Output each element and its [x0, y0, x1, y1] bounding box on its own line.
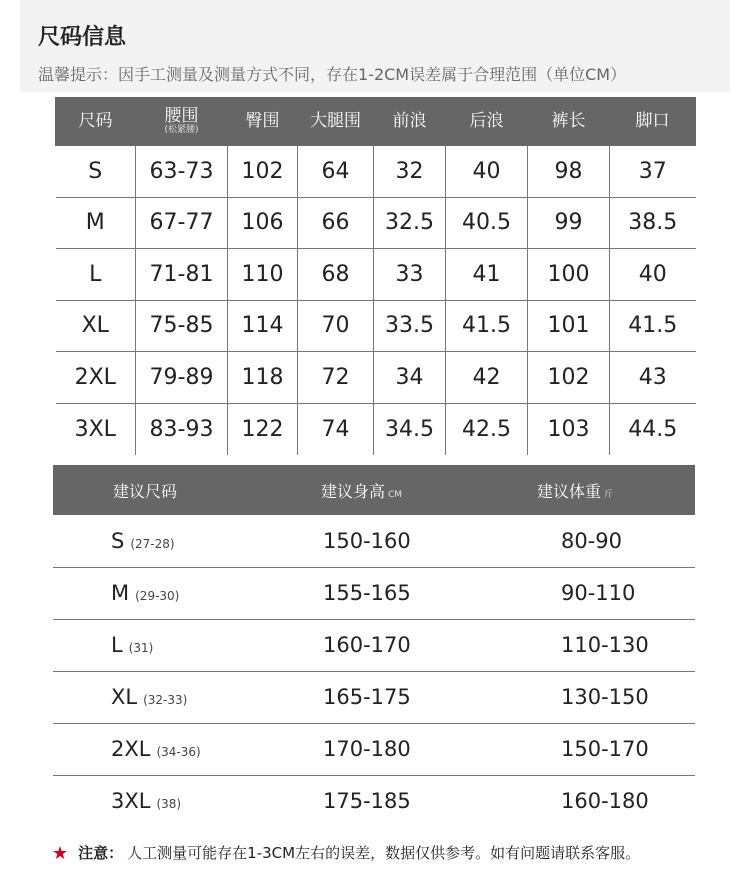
- size-table-cell: 42.5: [446, 403, 528, 455]
- size-chart-table: [55, 97, 696, 455]
- rec-col-header-label: 建议尺码: [113, 481, 178, 501]
- rec-height-cell: 150-160: [253, 515, 475, 567]
- rec-size-label: 3XL: [111, 789, 151, 814]
- size-table-cell: 70: [298, 300, 374, 352]
- rec-size-label: XL: [111, 685, 138, 709]
- size-table-row: [56, 403, 696, 455]
- rec-size-cell: [53, 515, 253, 567]
- rec-table-row: [53, 619, 695, 671]
- size-col-header: [56, 98, 136, 146]
- rec-size-range: (27-28): [130, 536, 175, 551]
- size-table-cell: 67-77: [136, 197, 228, 249]
- size-col-header-label: 脚口: [635, 111, 670, 132]
- rec-size-cell: [53, 723, 253, 775]
- rec-size-cell: [53, 567, 253, 619]
- size-table-cell: 66: [298, 197, 374, 249]
- size-table-row: [56, 197, 696, 249]
- size-table-cell: 102: [228, 146, 298, 198]
- rec-size-label: L: [111, 633, 123, 657]
- size-table-cell: 40.5: [446, 197, 528, 249]
- size-table-cell: 68: [298, 249, 374, 301]
- rec-weight-cell: 110-130: [475, 619, 695, 671]
- size-table-cell: L: [56, 249, 136, 301]
- size-table-cell: 114: [228, 300, 298, 352]
- size-table-cell: 122: [228, 403, 298, 455]
- size-table-cell: 64: [298, 146, 374, 198]
- footer-note: [52, 842, 640, 864]
- rec-height-cell: 175-185: [323, 789, 411, 814]
- size-col-header-label: 后浪: [469, 111, 504, 132]
- rec-height-cell: 160-170: [253, 619, 475, 671]
- rec-size-range: (32-33): [143, 693, 188, 707]
- size-table-cell: 79-89: [136, 352, 228, 404]
- rec-col-header: [475, 465, 695, 515]
- star-icon: ★: [52, 843, 69, 864]
- rec-weight-cell: 150-170: [475, 723, 695, 775]
- size-table-cell: 44.5: [628, 416, 678, 442]
- size-table-cell: 71-81: [136, 249, 228, 301]
- size-table-cell: M: [56, 197, 136, 249]
- rec-size-range: (29-30): [135, 589, 180, 603]
- rec-col-header: [253, 465, 475, 515]
- size-table-cell: 34: [374, 352, 446, 404]
- page-subtitle: 温馨提示：因手工测量及测量方式不同，存在1-2CM误差属于合理范围（单位CM）: [38, 65, 627, 84]
- rec-weight-cell: 90-110: [475, 567, 695, 619]
- size-table-row: [56, 352, 696, 404]
- rec-col-header: [53, 465, 253, 515]
- rec-table-row: [53, 775, 695, 827]
- size-col-header-label: 大腿围: [310, 111, 361, 132]
- size-col-header-label: 腰围: [164, 105, 199, 126]
- rec-table-header-row: [53, 465, 695, 515]
- size-col-header-label: 尺码: [78, 111, 113, 132]
- size-col-header-note: (松紧腰): [164, 125, 199, 136]
- size-table-cell: 100: [528, 249, 610, 301]
- size-col-header: [528, 98, 610, 146]
- rec-height-cell: 170-180: [253, 723, 475, 775]
- rec-size-label: M: [111, 581, 130, 605]
- rec-size-label: S: [111, 528, 125, 553]
- rec-weight-cell: 130-150: [475, 671, 695, 723]
- size-col-header: [298, 98, 374, 146]
- size-table-cell: 103: [528, 403, 610, 455]
- size-table-cell: 32: [374, 146, 446, 198]
- rec-size-range: (38): [156, 797, 182, 812]
- size-table-cell: 33.5: [374, 300, 446, 352]
- size-table-cell: 33: [374, 249, 446, 301]
- rec-table-row: [53, 723, 695, 775]
- size-table-cell: 42: [446, 352, 528, 404]
- size-table-cell: 43: [610, 352, 696, 404]
- size-table-cell: 37: [610, 146, 696, 198]
- size-table-cell: 34.5: [374, 403, 446, 455]
- note-text: 人工测量可能存在1-3CM左右的误差，数据仅供参考。如有问题请联系客服。: [127, 844, 641, 862]
- rec-size-cell: [53, 671, 253, 723]
- size-table-cell: 41: [446, 249, 528, 301]
- rec-col-header-label: 建议身高: [321, 481, 386, 501]
- rec-table-row: [53, 515, 695, 567]
- size-table-cell: 102: [528, 352, 610, 404]
- size-col-header-label: 裤长: [551, 111, 586, 132]
- rec-size-cell: [53, 619, 253, 671]
- size-table-cell: 106: [228, 197, 298, 249]
- size-table-cell: 72: [298, 352, 374, 404]
- size-table-cell: 98: [528, 146, 610, 198]
- size-table-cell: 83-93: [136, 403, 228, 455]
- size-table-header-row: [56, 98, 696, 146]
- size-col-header: [136, 98, 228, 146]
- rec-table-row: [53, 567, 695, 619]
- size-col-header: [446, 98, 528, 146]
- size-table-cell: 99: [528, 197, 610, 249]
- rec-height-cell: 165-175: [253, 671, 475, 723]
- size-table-cell: XL: [56, 300, 136, 352]
- rec-col-header-unit: CM: [388, 489, 403, 500]
- size-table-cell: S: [56, 146, 136, 198]
- recommend-size-table: [53, 465, 695, 827]
- rec-height-cell: 155-165: [253, 567, 475, 619]
- size-table-cell: 2XL: [56, 352, 136, 404]
- rec-col-header-label: 建议体重: [537, 481, 602, 501]
- page-title: 尺码信息: [38, 25, 127, 50]
- size-table-cell: 32.5: [374, 197, 446, 249]
- rec-size-cell: [53, 775, 253, 827]
- size-table-cell: 41.5: [610, 300, 696, 352]
- size-table-cell: 40: [610, 249, 696, 301]
- rec-size-label: 2XL: [111, 737, 151, 761]
- rec-col-header-unit: 斤: [604, 489, 614, 500]
- size-table-cell: 75-85: [136, 300, 228, 352]
- size-table-cell: 63-73: [136, 146, 228, 198]
- size-table-cell: 3XL: [56, 403, 136, 455]
- note-label: 注意：: [78, 844, 124, 862]
- rec-weight-cell: 80-90: [475, 515, 695, 567]
- size-col-header: [610, 98, 696, 146]
- size-col-header: [228, 98, 298, 146]
- size-col-header-label: 臀围: [245, 111, 280, 132]
- size-table-row: [56, 146, 696, 198]
- rec-table-row: [53, 671, 695, 723]
- size-table-row: [56, 249, 696, 301]
- size-col-header-label: 前浪: [392, 111, 427, 132]
- rec-weight-cell: 160-180: [561, 789, 649, 814]
- size-table-cell: 40: [446, 146, 528, 198]
- size-col-header: [374, 98, 446, 146]
- size-table-row: [56, 300, 696, 352]
- size-table-cell: 101: [528, 300, 610, 352]
- size-table-cell: 110: [228, 249, 298, 301]
- size-table-cell: 38.5: [610, 197, 696, 249]
- rec-size-range: (34-36): [156, 745, 201, 759]
- rec-size-range: (31): [128, 641, 154, 655]
- size-table-cell: 41.5: [446, 300, 528, 352]
- size-table-cell: 118: [228, 352, 298, 404]
- size-table-cell: 74: [298, 403, 374, 455]
